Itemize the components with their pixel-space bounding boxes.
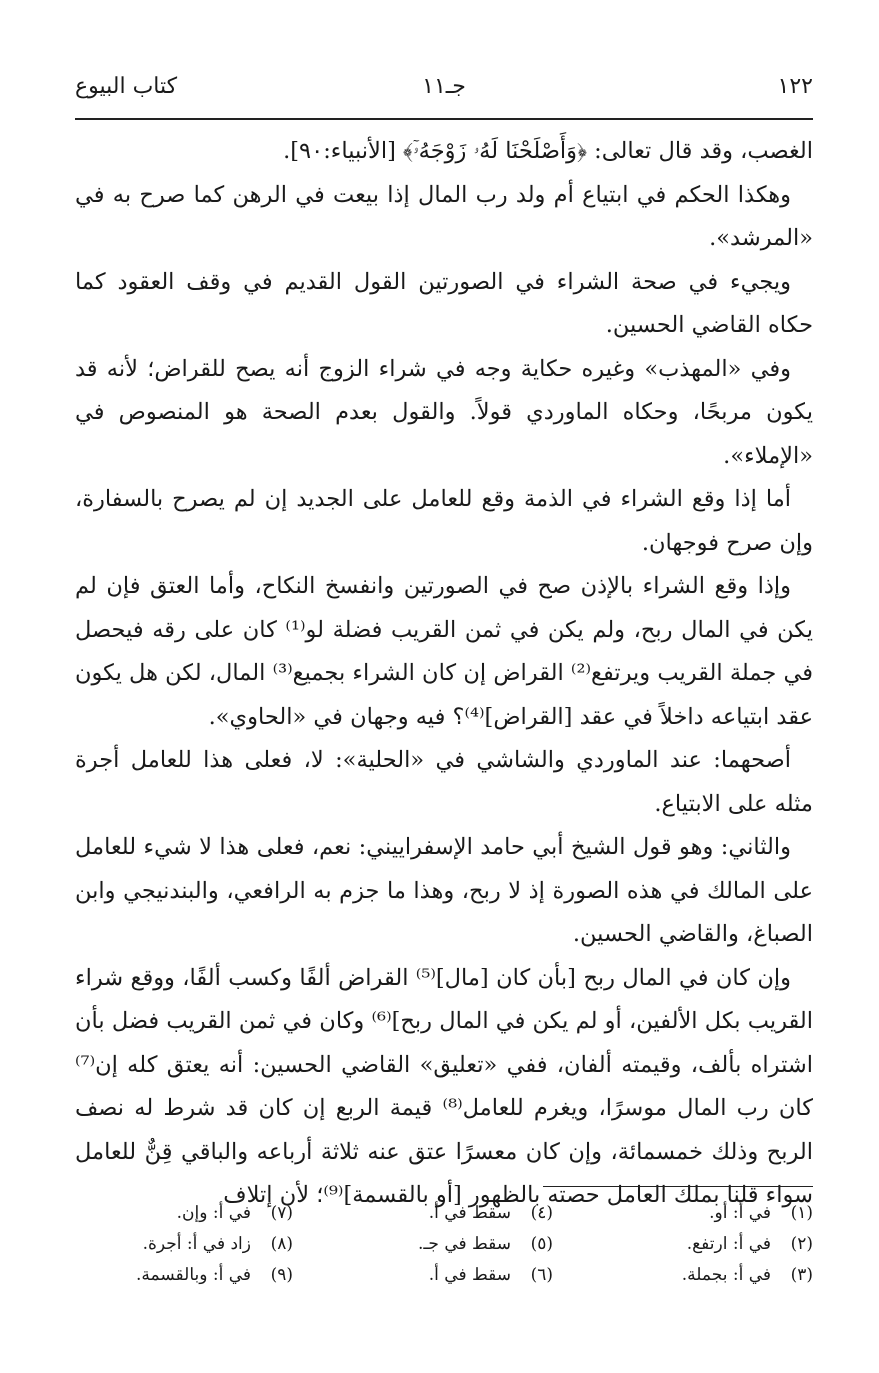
paragraph: أصحهما: عند الماوردي والشاشي في «الحلية»: لا، فعلى هذا للعامل أجرة مثله على الابتياع. (75, 747, 813, 817)
main-text (75, 130, 813, 1218)
footnote (43, 1229, 293, 1260)
footnote-number: (٧) (270, 1203, 293, 1223)
footnote-number: (٤) (530, 1203, 553, 1223)
footnote-number: (١) (790, 1203, 813, 1223)
footnote-number: (٢) (790, 1234, 813, 1254)
paragraph: وفي «المهذب» وغيره حكاية وجه في شراء الزوج أنه يصح للقراض؛ لأنه قد يكون مربحًا، وحكاه الماوردي قولاً. والقول بعدم الصحة هو المنصوص في «الإملاء». (75, 355, 813, 469)
footnote (303, 1198, 553, 1229)
footnote-number: (٨) (270, 1234, 293, 1254)
footnote-number: (٥) (530, 1234, 553, 1254)
footnote-text: سقط في أ. (428, 1265, 511, 1285)
footnote-column (303, 1198, 553, 1291)
footnote-column (563, 1198, 813, 1291)
footnote-text: زاد في أ: أجرة. (142, 1234, 251, 1254)
footnote (303, 1260, 553, 1291)
footnote-text: في أ: أو. (709, 1203, 771, 1223)
footnote-number: (٩) (270, 1265, 293, 1285)
footnote (563, 1260, 813, 1291)
footnote-number: (٣) (790, 1265, 813, 1285)
footnotes (75, 1198, 813, 1298)
page-header (75, 70, 813, 110)
footnote-text: سقط في جـ. (418, 1234, 511, 1254)
paragraph: ويجيء في صحة الشراء في الصورتين القول القديم في وقف العقود كما حكاه القاضي الحسين. (75, 268, 813, 338)
volume-label: جـ١١ (422, 74, 466, 99)
footnote (43, 1198, 293, 1229)
page-number: ١٢٢ (777, 74, 813, 99)
paragraph: وإن كان في المال ربح [بأن كان [مال]⁽⁵⁾ القراض ألفًا وكسب ألفًا، ووقع شراء القريب بكل الألفين، أو لم يكن في المال ربح]⁽⁶⁾ وكان في ثمن القريب فضل بأن اشتراه بألف، وقيمته ألفان، ففي «تعليق» القاضي الحسين: أنه يعتق كله إن⁽⁷⁾ كان رب المال موسرًا، ويغرم للعامل⁽⁸⁾ قيمة الربع إن كان قد شرط له نصف الربح وذلك خمسمائة، وإن كان معسرًا عتق عنه ثلاثة أرباعه والباقي قِنٌّ للعامل سواء قلنا بملك العامل حصته بالظهور [أو بالقسمة]⁽⁹⁾؛ لأن إتلاف (75, 964, 814, 1208)
footnote-text: في أ: بجملة. (681, 1265, 771, 1285)
footnote (563, 1198, 813, 1229)
paragraph: وهكذا الحكم في ابتياع أم ولد رب المال إذا بيعت في الرهن كما صرح به في «المرشد». (75, 181, 813, 251)
paragraph: والثاني: وهو قول الشيخ أبي حامد الإسفراييني: نعم، فعلى هذا لا شيء للعامل على المالك في هذه الصورة إذ لا ربح، وهذا ما جزم به الرافعي، والبندنيجي وابن الصباغ، والقاضي الحسين. (75, 834, 813, 947)
footnote-text: سقط في أ. (428, 1203, 511, 1223)
footnote (43, 1260, 293, 1291)
paragraph: وإذا وقع الشراء بالإذن صح في الصورتين وانفسخ النكاح، وأما العتق فإن لم يكن في المال ربح، ولم يكن في ثمن القريب فضلة لو⁽¹⁾ كان على رقه فيحصل في جملة القريب ويرتفع⁽²⁾ القراض إن كان الشراء بجميع⁽³⁾ المال، لكن هل يكون عقد ابتياعه داخلاً في عقد [القراض]⁽⁴⁾؟ فيه وجهان في «الحاوي». (75, 573, 813, 730)
paragraph: أما إذا وقع الشراء في الذمة وقع للعامل على الجديد إن لم يصرح بالسفارة، وإن صرح فوجهان. (75, 486, 813, 556)
paragraph: الغصب، وقد قال تعالى: ﴿وَأَصْلَحْنَا لَهُۥ زَوْجَهُۥٓ﴾ [الأنبياء:٩٠]. (283, 138, 813, 164)
footnote (303, 1229, 553, 1260)
book-title: كتاب البيوع (75, 74, 178, 99)
footnote-text: في أ: وإن. (176, 1203, 251, 1223)
header-rule (75, 118, 813, 120)
footnote-rule (543, 1186, 813, 1187)
footnote-text: في أ: وبالقسمة. (136, 1265, 251, 1285)
footnote (563, 1229, 813, 1260)
footnote-column (43, 1198, 293, 1291)
footnote-text: في أ: ارتفع. (686, 1234, 771, 1254)
footnote-number: (٦) (530, 1265, 553, 1285)
